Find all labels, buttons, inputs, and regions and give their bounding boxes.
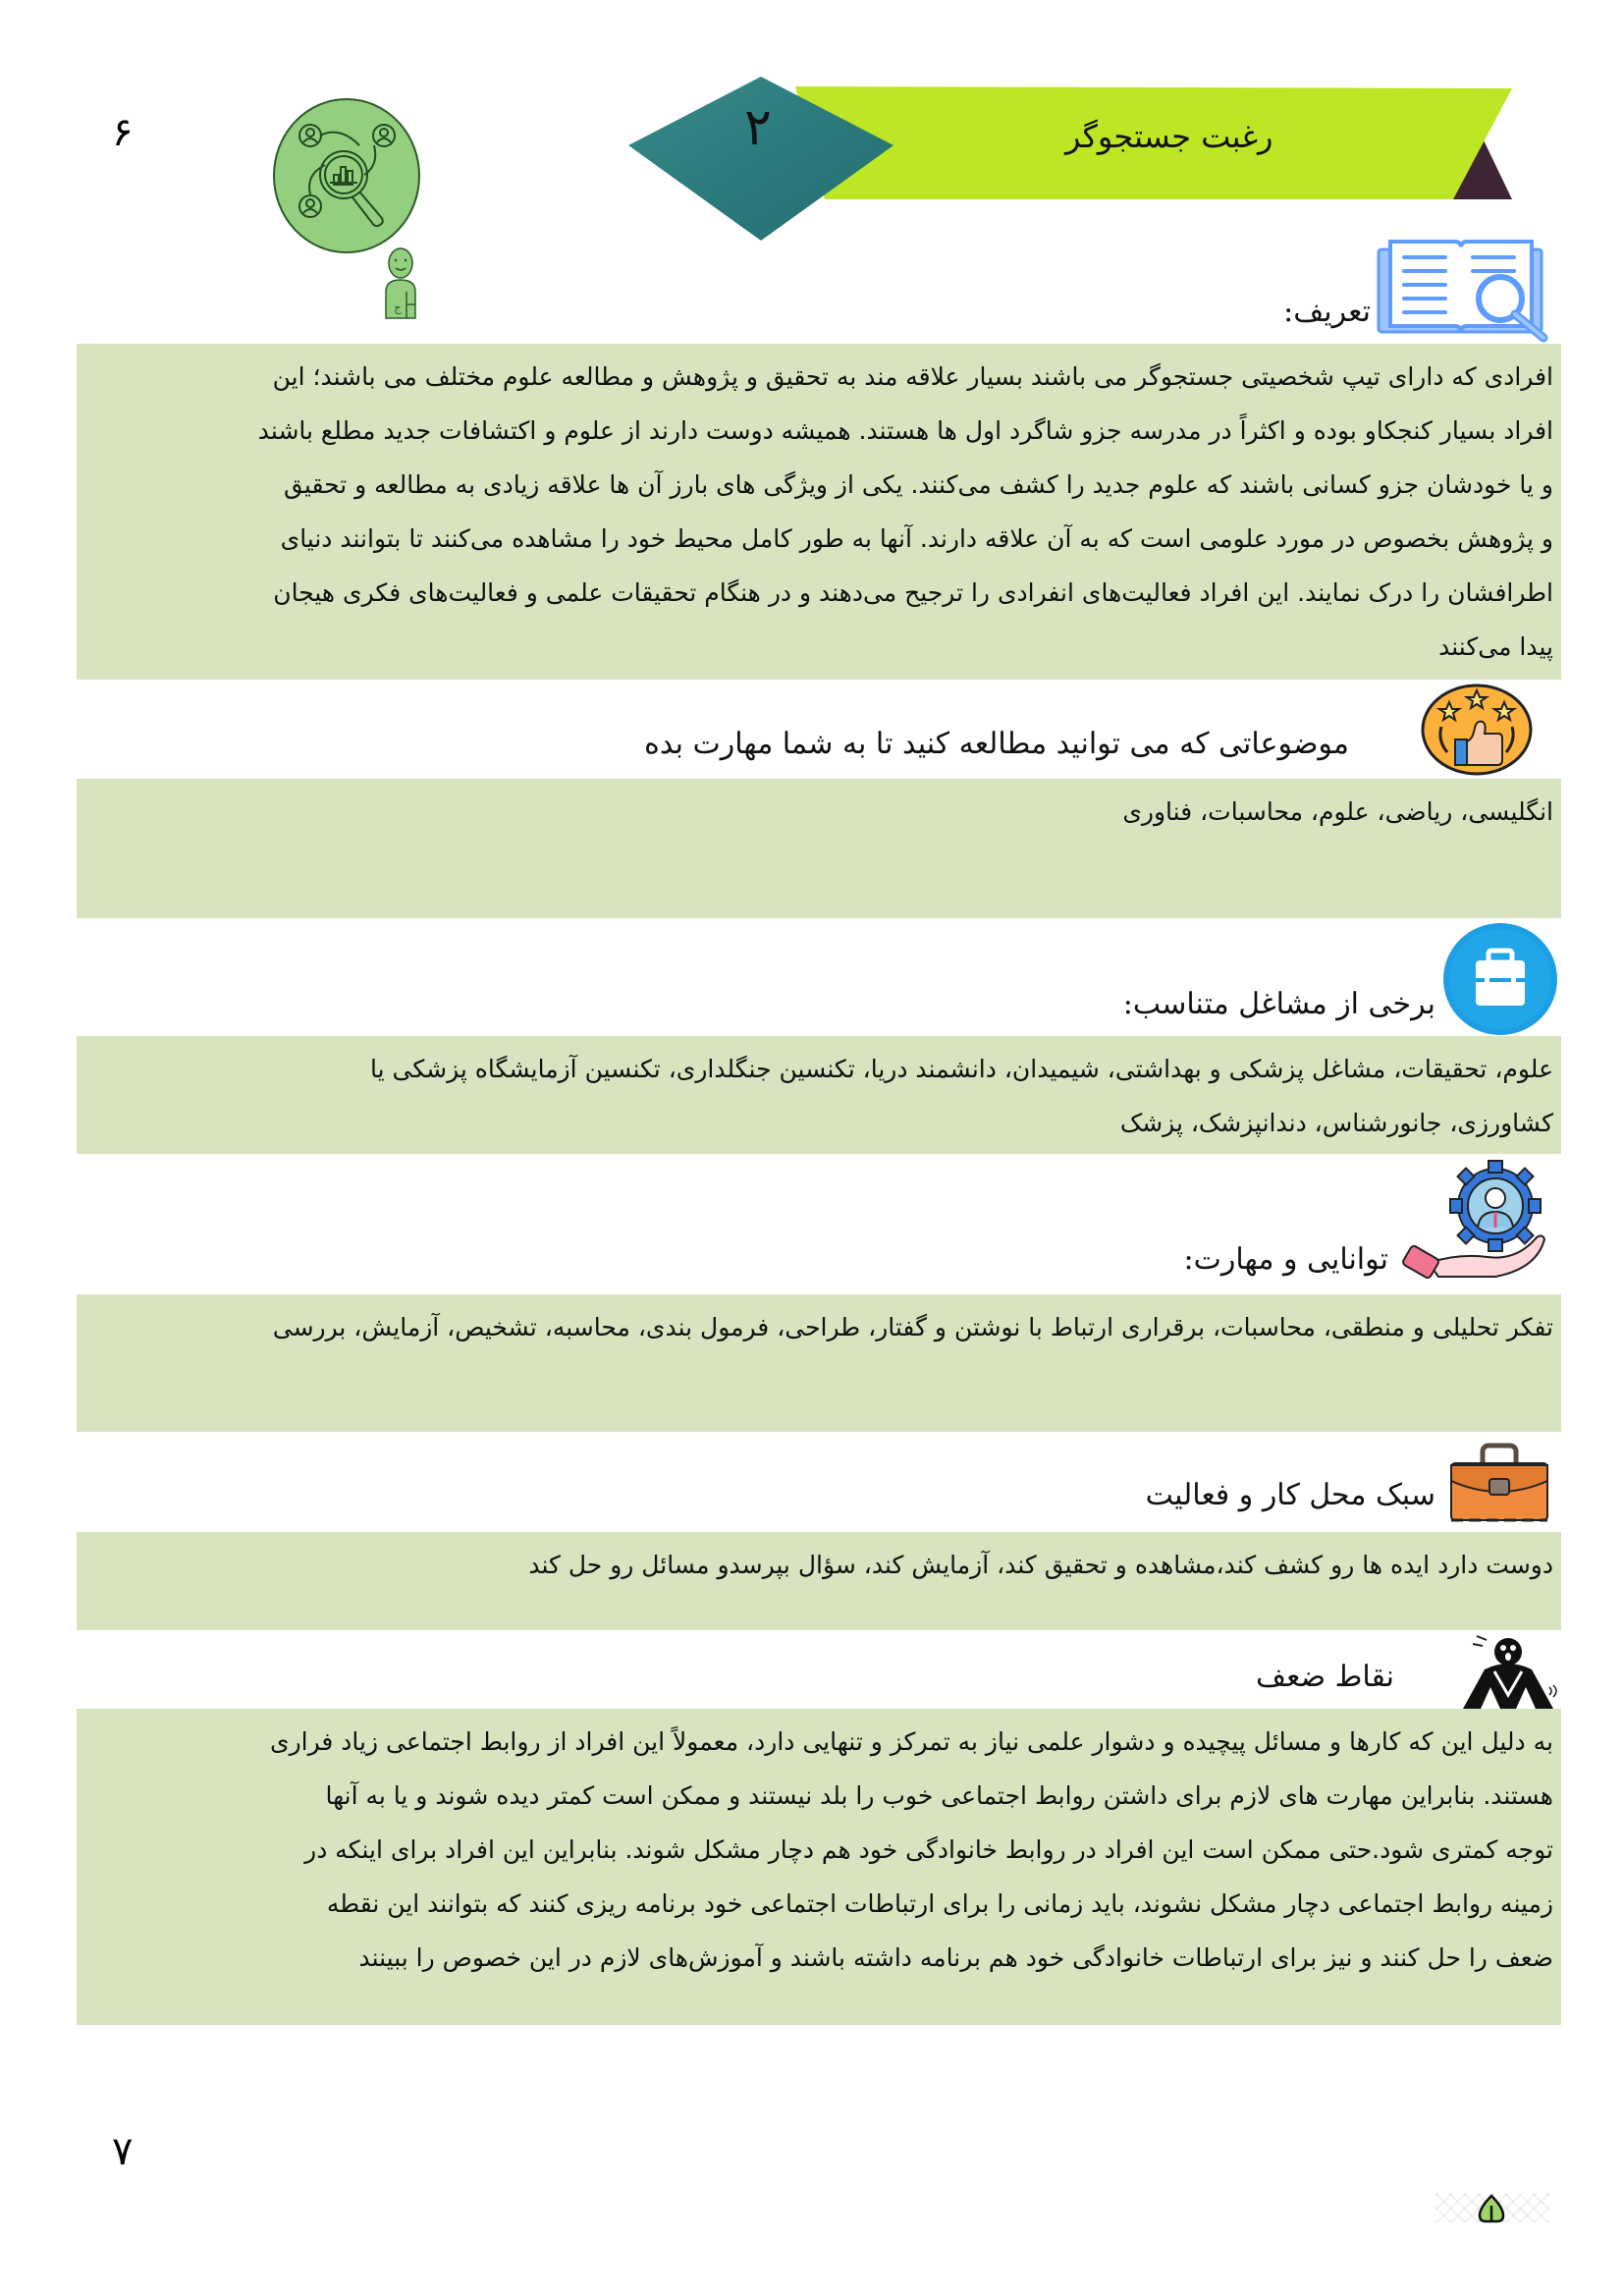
person-icon bbox=[376, 247, 425, 320]
section-title-definition: تعریف: bbox=[1283, 295, 1371, 329]
definition-box bbox=[77, 344, 1561, 680]
thumbs-up-stars-icon bbox=[1420, 683, 1534, 777]
text-line: و یا خودشان جزو کسانی باشند که علوم جدید را کشف می‌کنند. یکی از ویژگی های بارز آن ها علاقه زیادی به مطالعه و تحقیق bbox=[284, 470, 1553, 499]
weaknesses-box bbox=[77, 1709, 1561, 2025]
book-search-icon bbox=[1375, 236, 1561, 344]
section-title-careers: برخی از مشاغل متناسب: bbox=[1122, 987, 1435, 1021]
leaf-icon bbox=[1478, 2194, 1505, 2223]
text-line: و پژوهش بخصوص در مورد علومی است که به آن علاقه دارند. آنها به طور کامل محیط خود را مشاهده می‌کنند تا بتوانند دنیای bbox=[280, 524, 1553, 553]
stressed-person-icon bbox=[1457, 1630, 1561, 1711]
text-line: به دلیل این که کارها و مسائل پیچیده و دشوار علمی نیاز به تمرکز و تنهایی دارد، معمولاً این افراد از روابط اجتماعی زیاد فراری bbox=[270, 1727, 1553, 1756]
page-number-bottom: ۷ bbox=[112, 2129, 134, 2174]
skills-box bbox=[77, 1294, 1561, 1432]
svg-text:ج: ج bbox=[394, 301, 402, 314]
chapter-number: ۲ bbox=[744, 98, 772, 157]
chapter-banner bbox=[619, 69, 1571, 246]
gear-person-hand-icon bbox=[1399, 1157, 1558, 1289]
section-title-workplace: سبک محل کار و فعالیت bbox=[1145, 1478, 1435, 1512]
data-research-icon bbox=[271, 96, 422, 255]
text-line: پیدا می‌کنند bbox=[1438, 632, 1553, 661]
text-line: کشاورزی، جانورشناس، دندانپزشک، پزشک bbox=[1119, 1109, 1553, 1137]
text-line: اطرافشان را درک نمایند. این افراد فعالیت‌های انفرادی را ترجیح می‌دهند و در هنگام تحقیقات علمی و فعالیت‌های فکری هیجان bbox=[273, 578, 1553, 607]
text-line: انگلیسی، ریاضی، علوم، محاسبات، فناوری bbox=[1122, 797, 1553, 826]
text-line: افرادی که دارای تیپ شخصیتی جستجوگر می باشند بسیار علاقه مند به تحقیق و پژوهش و مطالعه علوم مختلف می باشند؛ این bbox=[272, 362, 1553, 391]
briefcase-icon bbox=[1447, 1442, 1551, 1524]
text-line: تفکر تحلیلی و منطقی، محاسبات، برقراری ارتباط با نوشتن و گفتار، طراحی، فرمول بندی، محاسبه، تشخیص، آزمایش، بررسی bbox=[272, 1313, 1553, 1341]
text-line: دوست دارد ایده ها رو کشف کند،مشاهده و تحقیق کند، آزمایش کند، سؤال بپرسدو مسائل رو حل کند bbox=[528, 1551, 1553, 1579]
briefcase-circle-icon bbox=[1441, 921, 1559, 1037]
text-line: افراد بسیار کنجکاو بوده و اکثراً در مدرسه جزو شاگرد اول ها هستند. همیشه دوست دارند از علوم و اکتشافات جدید مطلع باشند bbox=[257, 416, 1553, 445]
section-title-subjects: موضوعاتی که می توانید مطالعه کنید تا به شما مهارت بده bbox=[644, 727, 1349, 761]
text-line: زمینه روابط اجتماعی دچار مشکل نشوند، باید زمانی را برای ارتباطات اجتماعی خود برنامه ریزی کنند که بتوانند این نقطه bbox=[326, 1889, 1553, 1918]
careers-box bbox=[77, 1036, 1561, 1154]
text-line: توجه کمتری شود.حتی ممکن است این افراد در روابط خانوادگی خود هم دچار مشکل شوند. بنابراین این افراد برای اینکه در bbox=[304, 1835, 1553, 1864]
subjects-box bbox=[77, 779, 1561, 918]
section-title-weaknesses: نقاط ضعف bbox=[1256, 1660, 1394, 1694]
text-line: ضعف را حل کنند و نیز برای ارتباطات خانوادگی خود هم برنامه داشته باشند و آموزش‌های لازم در این خصوص را ببینند bbox=[358, 1943, 1553, 1972]
workplace-box bbox=[77, 1532, 1561, 1630]
page-number-top: ۶ bbox=[112, 110, 134, 155]
text-line: علوم، تحقیقات، مشاغل پزشکی و بهداشتی، شیمیدان، دانشمند دریا، تکنسین جنگلداری، تکنسین آزمایشگاه پزشکی یا bbox=[370, 1055, 1553, 1083]
chapter-title: رغبت جستجوگر bbox=[1065, 118, 1273, 155]
section-title-skills: توانایی و مهارت: bbox=[1183, 1242, 1388, 1277]
text-line: هستند. بنابراین مهارت های لازم برای داشتن روابط اجتماعی خوب را بلد نیستند و ممکن است کمتر دیده شوند و یا به آنها bbox=[325, 1781, 1553, 1810]
